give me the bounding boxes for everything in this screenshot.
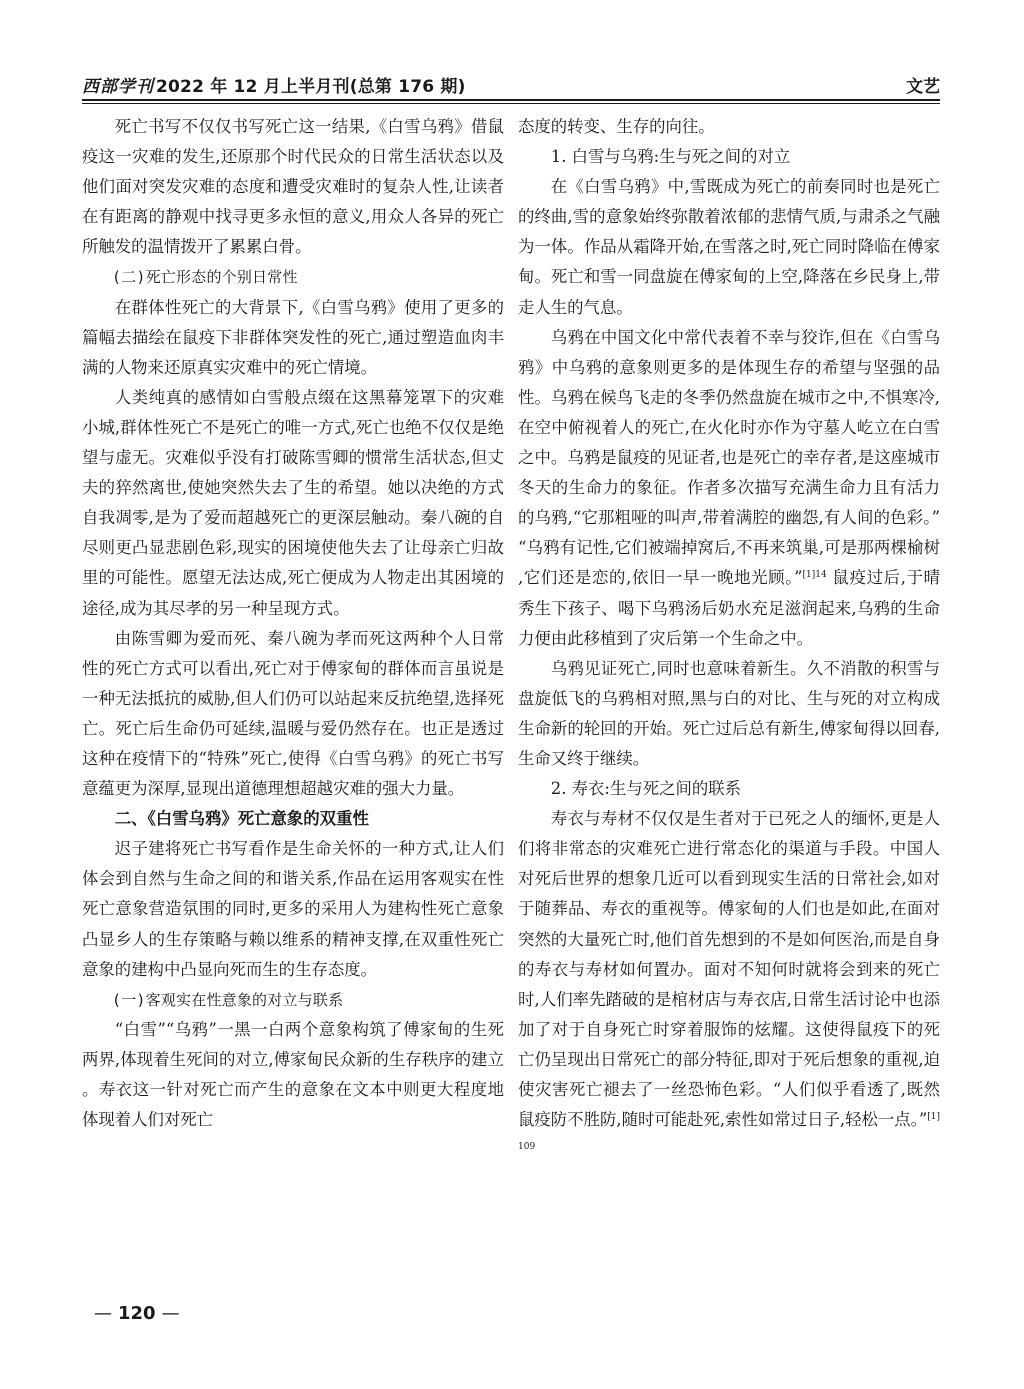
left-column [82, 112, 504, 1292]
citation-marker: [1]14 [802, 570, 827, 581]
paragraph-text: 鼠疫过后,于晴秀生下孩子、喝下乌鸦汤后奶水充足滋润起来,乌鸦的生命力便由此移植到了灾后第一个生命之中。 [518, 568, 940, 648]
section-heading: 二、《白雪乌鸦》死亡意象的双重性 [114, 809, 369, 829]
paragraph-text: 乌鸦在中国文化中常代表着不幸与狡诈,但在《白雪乌鸦》中乌鸦的意象则更多的是体现生存的希望与坚强的品性。乌鸦在候鸟飞走的冬季仍然盘旋在城市之中,不惧寒冷,在空中俯视着人的死亡,在火化时亦作为守墓人屹立在白雪之中。乌鸦是鼠疫的见证者,也是死亡的幸存者,是这座城市冬天的生命力的象征。作者多次描写充满生命力且有活力的乌鸦,“它那粗哑的叫声,带着满腔的幽怨,有人间的色彩。”“乌鸦有记性,它们被端掉窝后,不再来筑巢,可是那两棵榆树,它们还是恋的,依旧一早一晚地光顾。” [518, 327, 940, 588]
paragraph: 在群体性死亡的大背景下,《白雪乌鸦》使用了更多的篇幅去描绘在鼠疫下非群体突发性的死亡,通过塑造血肉丰满的人物来还原真实灾难中的死亡情境。 [82, 297, 504, 377]
footer-dash: — [94, 1303, 112, 1324]
citation-marker: [1]109 [518, 1112, 940, 1153]
section-label: 文艺 [906, 77, 940, 97]
header-rule [82, 99, 940, 101]
right-column [518, 112, 940, 1292]
subsection-heading: 2. 寿衣:生与死之间的联系 [550, 779, 742, 799]
paragraph: 由陈雪卿为爱而死、秦八碗为孝而死这两种个人日常性的死亡方式可以看出,死亡对于傅家甸的群体而言虽说是一种无法抵抗的威胁,但人们仍可以站起来反抗绝望,选择死亡。死亡后生命仍可延续,温暖与爱仍然存在。也正是透过这种在疫情下的“特殊”死亡,使得《白雪乌鸦》的死亡书写意蕴更为深厚,显现出道德理想超越灾难的强大力量。 [82, 628, 504, 799]
paragraph: 在《白雪乌鸦》中,雪既成为死亡的前奏同时也是死亡的终曲,雪的意象始终弥散着浓郁的悲情气质,与肃杀之气融为一体。作品从霜降开始,在雪落之时,死亡同时降临在傅家甸。死亡和雪一同盘旋在傅家甸的上空,降落在乡民身上,带走人生的气息。 [518, 177, 940, 317]
issue-info: 2022 年 12 月上半月刊(总第 176 期) [156, 77, 466, 97]
journal-logo: 西部学刊 [82, 77, 154, 97]
paragraph-continuation: 态度的转变、生存的向往。 [518, 117, 715, 136]
paragraph: 乌鸦见证死亡,同时也意味着新生。久不消散的积雪与盘旋低飞的乌鸦相对照,黑与白的对比、生与死的对立构成生命新的轮回的开始。死亡过后总有新生,傅家甸得以回春,生命又终于继续。 [518, 658, 940, 768]
paragraph: 迟子建将死亡书写看作是生命关怀的一种方式,让人们体会到自然与生命之间的和谐关系,作品在运用客观实在性死亡意象营造氛围的同时,更多的采用人为建构性死亡意象凸显乡人的生存策略与赖以维系的精神支撑,在双重性死亡意象的建构中凸显向死而生的生存态度。 [82, 839, 504, 979]
page-footer [88, 1303, 186, 1324]
paragraph: 人类纯真的感情如白雪般点缀在这黑幕笼罩下的灾难小城,群体性死亡不是死亡的唯一方式,死亡也绝不仅仅是绝望与虚无。灾难似乎没有打破陈雪卿的惯常生活状态,但丈夫的猝然离世,使她突然失去了生的希望。她以决绝的方式自我凋零,是为了爱而超越死亡的更深层触动。秦八碗的自尽则更凸显悲剧色彩,现实的困境使他失去了让母亲亡归故里的可能性。愿望无法达成,死亡便成为人物走出其困境的途径,成为其尽孝的另一种呈现方式。 [82, 387, 504, 618]
paragraph [518, 804, 940, 1165]
page-number: 120 [118, 1303, 156, 1324]
paragraph: 死亡书写不仅仅书写死亡这一结果,《白雪乌鸦》借鼠疫这一灾难的发生,还原那个时代民众的日常生活状态以及他们面对突发灾难的态度和遭受灾难时的复杂人性,让读者在有距离的静观中找寻更多永恒的意义,用众人各异的死亡所触发的温情拨开了累累白骨。 [82, 117, 504, 257]
paragraph [518, 323, 940, 654]
paragraph: “白雪”“乌鸦”一黑一白两个意象构筑了傅家甸的生死两界,体现着生死间的对立,傅家甸民众新的生存秩序的建立。寿衣这一针对死亡而产生的意象在文本中则更大程度地体现着人们对死亡 [82, 1019, 504, 1130]
running-header [82, 68, 940, 100]
footer-dash: — [161, 1303, 180, 1324]
subsection-heading: 1. 白雪与乌鸦:生与死之间的对立 [550, 147, 791, 167]
subsection-heading: (一)客观实在性意象的对立与联系 [112, 990, 344, 1009]
subsection-heading: (二)死亡形态的个别日常性 [112, 268, 298, 287]
paragraph-text: 寿衣与寿材不仅仅是生者对于已死之人的缅怀,更是人们将非常态的灾难死亡进行常态化的渠道与手段。中国人对死后世界的想象几近可以看到现实生活的日常社会,如对于随葬品、寿衣的重视等。傅家甸的人们也是如此,在面对突然的大量死亡时,他们首先想到的不是如何医治,而是自身的寿衣与寿材如何置办。面对不知何时就将会到来的死亡时,人们率先踏破的是棺材店与寿衣店,日常生活讨论中也添加了对于自身死亡时穿着服饰的炫耀。这使得鼠疫下的死亡仍呈现出日常死亡的部分特征,即对于死后想象的重视,迫使灾害死亡褪去了一丝恐怖色彩。“人们似乎看透了,既然鼠疫防不胜防,随时可能赴死,索性如常过日子,轻松一点。” [518, 809, 940, 1130]
header-rule-thin [82, 103, 940, 104]
journal-info [82, 72, 466, 97]
